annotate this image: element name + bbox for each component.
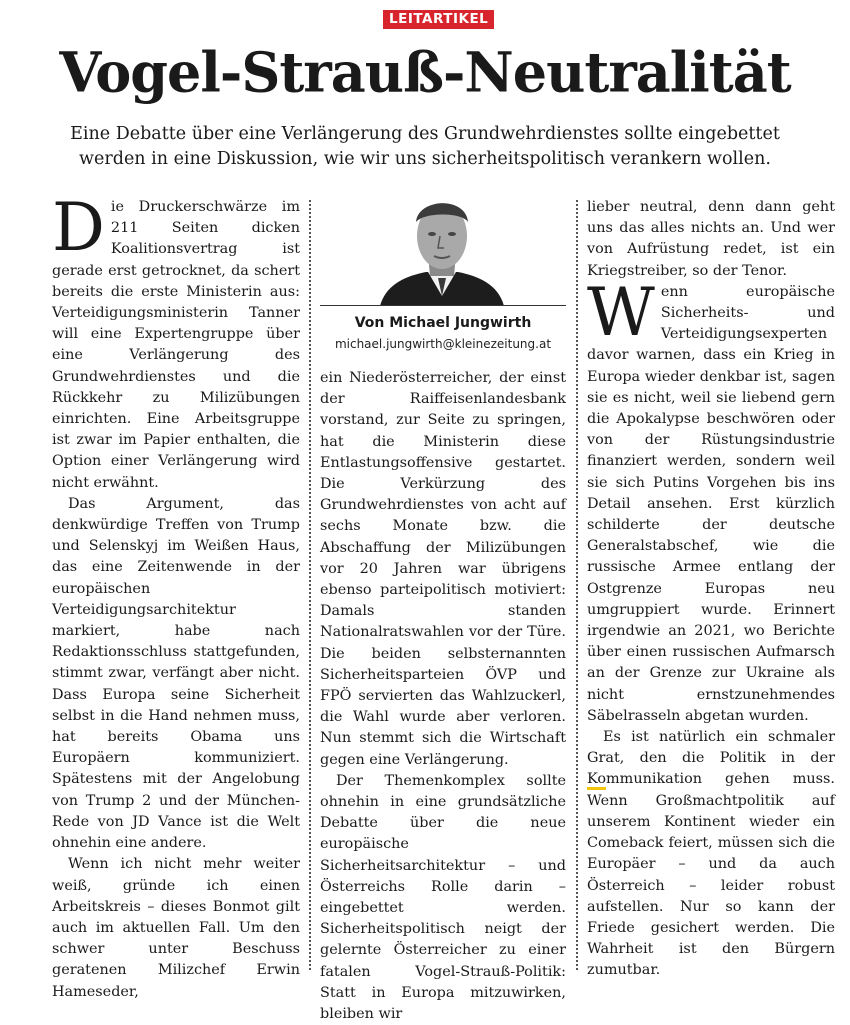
- author-byline: Von Michael Jungwirth: [354, 315, 532, 331]
- section-kicker: LEITARTIKEL: [383, 10, 494, 29]
- author-portrait: [376, 192, 508, 306]
- column-divider: [576, 200, 578, 970]
- headline: Vogel-Strauß-Neutralität: [59, 39, 791, 105]
- paragraph: Das Argument, das denkwürdige Treffen von Trump und Selenskyj im Weißen Haus, das eine Zeitenwende in der europäischen Verteidigungsarchitektur markiert, habe nach Redaktionsschluss stattgefunden, stimmt zwar, verfängt aber nicht. Dass Europa seine Sicherheit selbst in die Hand nehmen muss, hat bereits Obama uns Europäern kommuniziert. Spätestens mit der Angelobung von Trump 2 und der München-Rede von JD Vance ist die Welt ohnehin eine andere.: [52, 495, 300, 852]
- paragraph: [52, 189, 300, 494]
- column-divider: [309, 200, 311, 970]
- drop-cap: W: [587, 273, 655, 351]
- paragraph: [587, 727, 835, 981]
- paragraph: lieber neutral, denn dann geht uns das alles nichts an. Und wer von Aufrüstung redet, ist ein Kriegstreiber, so der Tenor.: [587, 199, 835, 279]
- author-email[interactable]: michael.jungwirth@kleinezeitung.at: [334, 337, 552, 351]
- paragraph-text: mmunikation gehen muss. Wenn Großmachtpolitik auf unserem Kontinent wieder ein Comeback feiert, müssen sich die Europäer – und da auch Österreich – leider robust aufstellen. Nur so kann der Friede gesichert werden. Die Wahrheit ist den Bürgern zumutbar.: [587, 771, 835, 979]
- author-box: [320, 192, 566, 358]
- paragraph-text: Es ist natürlich ein schmaler Grat, den die Politik in der: [587, 729, 835, 767]
- drop-cap: D: [52, 189, 105, 266]
- article-column-1: [52, 189, 300, 1003]
- lead-paragraph: Eine Debatte über eine Verlängerung des Grundwehrdienstes sollte eingebettet werden in eine Diskussion, wie wir uns sicherheitspolitisch verankern wollen.: [70, 124, 780, 169]
- article-column-2: [320, 368, 566, 1025]
- paragraph: Der Themenkomplex sollte ohnehin in eine grundsätzliche Debatte über die neue europäische Sicherheitsarchitektur – und Österreichs Rolle darin – eingebettet werden. Sicherheitspolitisch neigt der gelernte Österreicher zu einer fatalen Vogel-Strauß-Politik: Statt in Europa mitzuwirken, bleiben wir: [320, 772, 566, 1023]
- paragraph: ein Niederösterreicher, der einst der Raiffeisenlandesbank vorstand, zur Seite zu springen, hat die Ministerin diese Entlastungsoffensive gestartet. Die Verkürzung des Grundwehrdienstes von acht auf sechs Monate bzw. die Abschaffung der Milizübungen vor 20 Jahren war übrigens ebenso parteipolitisch motiviert: Damals standen Nationalratswahlen vor der Türe. Die beiden selbsternannten Sicherheitsparteien ÖVP und FPÖ servierten das Wahlzuckerl, die Wahl wurde aber verloren. Nun stemmt sich die Wirtschaft gegen eine Verlängerung.: [320, 370, 566, 768]
- paragraph-text: enn europäische Sicherheits- und Verteidigungsexperten davor warnen, dass ein Krieg in Europa wieder denkbar ist, sagen sie es nicht, weil sie liebend gern die Apokalypse beschwören oder von der Rüstungsindustrie finanziert werden, sondern weil sie sich Putins Vorgehen bis ins Detail ansehen. Erst kürzlich schilderte der deutsche Generalstabschef, wie die russische Armee entlang der Ostgrenze Europas neu umgruppiert wurde. Erinnert irgendwie an 2021, wo Berichte über einen russischen Aufmarsch an der Grenze zur Ukraine als nicht ernstzunehmendes Säbelrasseln abgetan wurden.: [587, 283, 835, 724]
- paragraph-text: ie Druckerschwärze im 211 Seiten dicken Koalitionsvertrag ist gerade erst getrocknet, da schert bereits die erste Ministerin aus: Verteidigungsministerin Tanner will eine Expertengruppe über eine Verlängerung des Grundwehrdienstes und die Rückkehr zu Milizübungen einrichten. Eine Arbeitsgruppe ist zwar im Papier enthalten, die Option einer Verlängerung wird nicht erwähnt.: [52, 199, 300, 491]
- paragraph: Wenn ich nicht mehr weiter weiß, gründe ich einen Arbeitskreis – dieses Bonmot gilt auch im aktuellen Fall. Um den schwer unter Beschuss geratenen Milizchef Erwin Hameseder,: [52, 856, 300, 1000]
- paragraph: [587, 273, 835, 727]
- highlight-mark: Ko: [587, 771, 606, 790]
- article-column-3: [587, 197, 835, 982]
- author-rule: [320, 305, 566, 306]
